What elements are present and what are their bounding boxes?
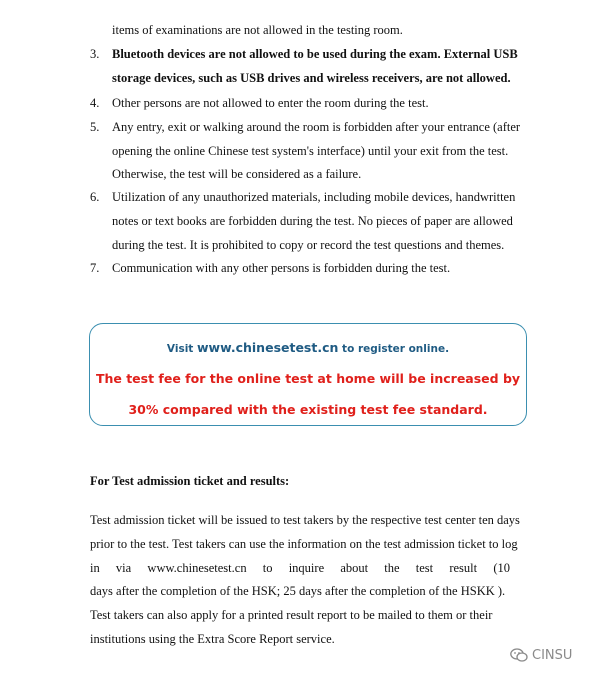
rule-4-line-1: Other persons are not allowed to enter the room during the test. — [112, 96, 429, 110]
admission-paragraph-line-3: in via www.chinesetest.cn to inquire about the test result (10 — [90, 561, 510, 575]
section-heading: For Test admission ticket and results: — [90, 474, 290, 488]
admission-paragraph-line-2: prior to the test. Test takers can use the information on the test admission ticket to log — [90, 537, 518, 551]
rule-5-number: 5. — [90, 120, 100, 134]
admission-paragraph-line-1: Test admission ticket will be issued to test takers by the respective test center ten days — [90, 513, 520, 527]
rule-6-line-2: notes or text books are forbidden during the test. No pieces of paper are allowed — [112, 214, 513, 228]
rule-3-line-1: Bluetooth devices are not allowed to be used during the exam. External USB — [112, 47, 518, 61]
fee-notice-box — [89, 323, 527, 426]
rule-6-number: 6. — [90, 190, 100, 204]
rule-7-number: 7. — [90, 261, 100, 275]
website-link[interactable]: www.chinesetest.cn — [197, 340, 339, 355]
watermark — [510, 648, 572, 663]
visit-prefix: Visit — [166, 343, 197, 355]
rule-4-number: 4. — [90, 96, 100, 110]
fee-increase-line-2: 30% compared with the existing test fee standard. — [128, 402, 488, 417]
admission-paragraph-line-6: institutions using the Extra Score Report service. — [90, 632, 335, 646]
rule-7-line-1: Communication with any other persons is forbidden during the test. — [112, 261, 451, 275]
rule-3-number: 3. — [90, 47, 100, 61]
admission-paragraph-line-4: days after the completion of the HSK; 25 days after the completion of the HSKK ). — [90, 584, 506, 598]
rule-5-line-3: Otherwise, the test will be considered as a failure. — [112, 167, 362, 181]
watermark-text: CINSU — [532, 648, 573, 663]
wechat-icon — [510, 648, 528, 663]
rule-3-line-2: storage devices, such as USB drives and wireless receivers, are not allowed. — [112, 71, 511, 85]
rule-5-line-1: Any entry, exit or walking around the room is forbidden after your entrance (after — [112, 120, 521, 134]
fee-increase-line-1: The test fee for the online test at home will be increased by — [95, 371, 521, 386]
register-notice — [90, 340, 526, 355]
admission-paragraph-line-5: Test takers can also apply for a printed result report to be mailed to them or their — [90, 608, 493, 622]
visit-suffix: to register online. — [338, 343, 450, 355]
rule-6-line-1: Utilization of any unauthorized materials, including mobile devices, handwritten — [112, 190, 516, 204]
rule-2-continuation: items of examinations are not allowed in the testing room. — [112, 23, 403, 37]
rule-6-line-3: during the test. It is prohibited to copy or record the test questions and themes. — [112, 238, 505, 252]
rule-5-line-2: opening the online Chinese test system's interface) until your exit from the test. — [112, 144, 509, 158]
